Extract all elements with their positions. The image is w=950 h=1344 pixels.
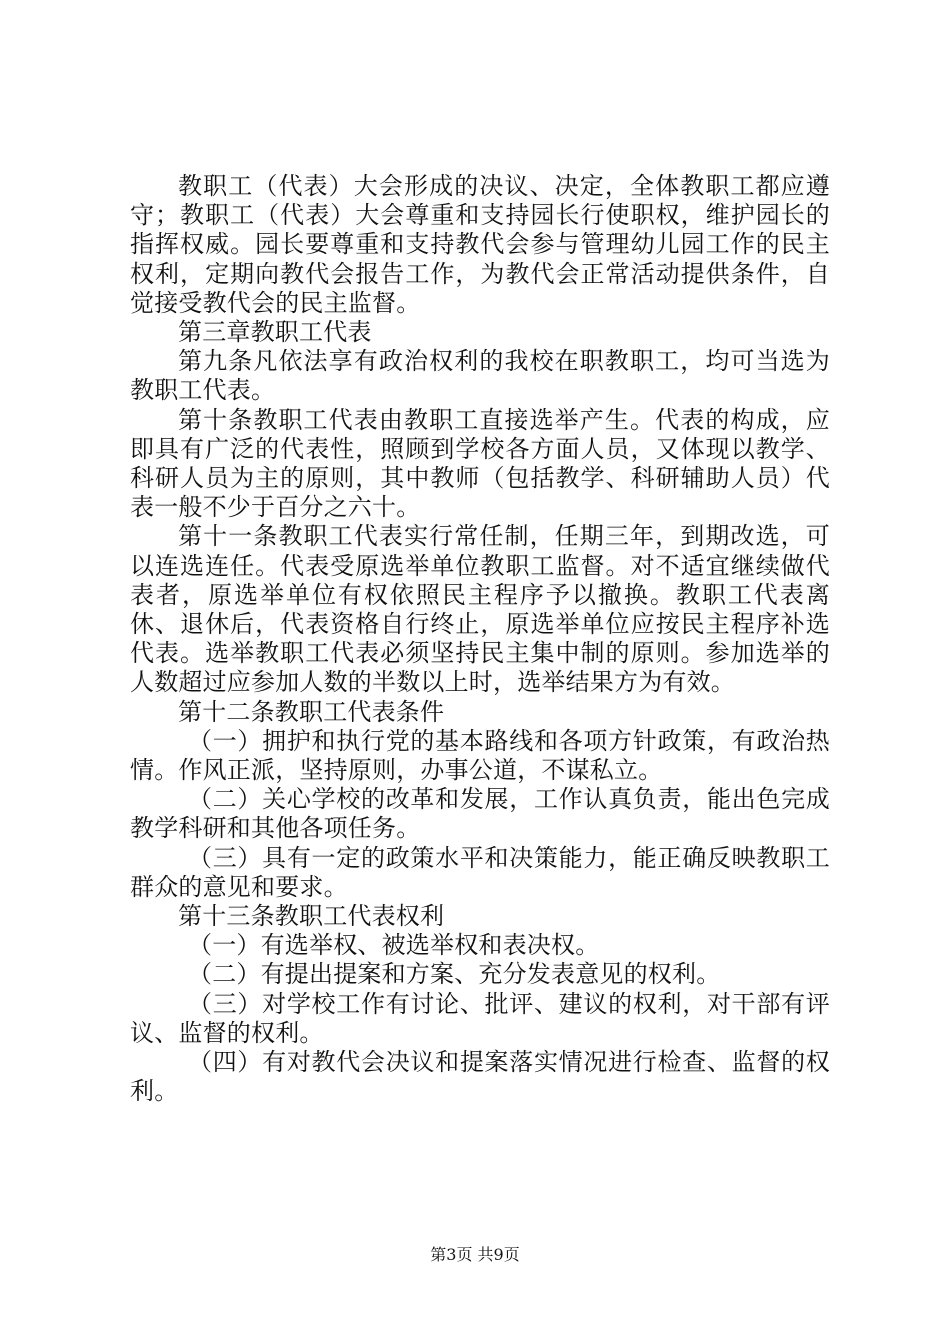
article-13-item-3: （三）对学校工作有讨论、批评、建议的权利，对干部有评议、监督的权利。 [130, 989, 830, 1047]
article-12-heading: 第十二条教职工代表条件 [178, 697, 445, 726]
article-9: 第九条凡依法享有政治权利的我校在职教职工，均可当选为教职工代表。 [130, 347, 830, 405]
article-13-heading: 第十三条教职工代表权利 [178, 902, 445, 931]
paragraph-resolutions: 教职工（代表）大会形成的决议、决定，全体教职工都应遵守；教职工（代表）大会尊重和支持园长行使职权，维护园长的指挥权威。园长要尊重和支持教代会参与管理幼儿园工作的民主权利，定期向教代会报告工作，为教代会正常活动提供条件，自觉接受教代会的民主监督。 [130, 172, 830, 317]
article-13-item-2: （二）有提出提案和方案、充分发表意见的权利。 [188, 960, 721, 989]
article-12-item-2: （二）关心学校的改革和发展，工作认真负责，能出色完成教学科研和其他各项任务。 [130, 785, 830, 843]
article-13-item-1: （一）有选举权、被选举权和表决权。 [188, 931, 600, 960]
article-13-item-4: （四）有对教代会决议和提案落实情况进行检查、监督的权利。 [130, 1048, 830, 1106]
document-body [130, 172, 830, 1107]
article-11: 第十一条教职工代表实行常任制，任期三年，到期改选，可以连选连任。代表受原选举单位教职工监督。对不适宜继续做代表者，原选举单位有权依照民主程序予以撤换。教职工代表离休、退休后，代表资格自行终止，原选举单位应按民主程序补选代表。选举教职工代表必须坚持民主集中制的原则。参加选举的人数超过应参加人数的半数以上时，选举结果方为有效。 [130, 522, 830, 697]
article-12-item-3: （三）具有一定的政策水平和决策能力，能正确反映教职工群众的意见和要求。 [130, 843, 830, 901]
chapter-heading: 第三章教职工代表 [178, 318, 372, 347]
article-12-item-1: （一）拥护和执行党的基本路线和各项方针政策，有政治热情。作风正派，坚持原则，办事公道，不谋私立。 [130, 726, 830, 785]
page-number: 第3页 共9页 [430, 1245, 520, 1264]
article-10: 第十条教职工代表由教职工直接选举产生。代表的构成，应即具有广泛的代表性，照顾到学校各方面人员，又体现以教学、科研人员为主的原则，其中教师（包括教学、科研辅助人员）代表一般不少于百分之六十。 [130, 405, 830, 522]
